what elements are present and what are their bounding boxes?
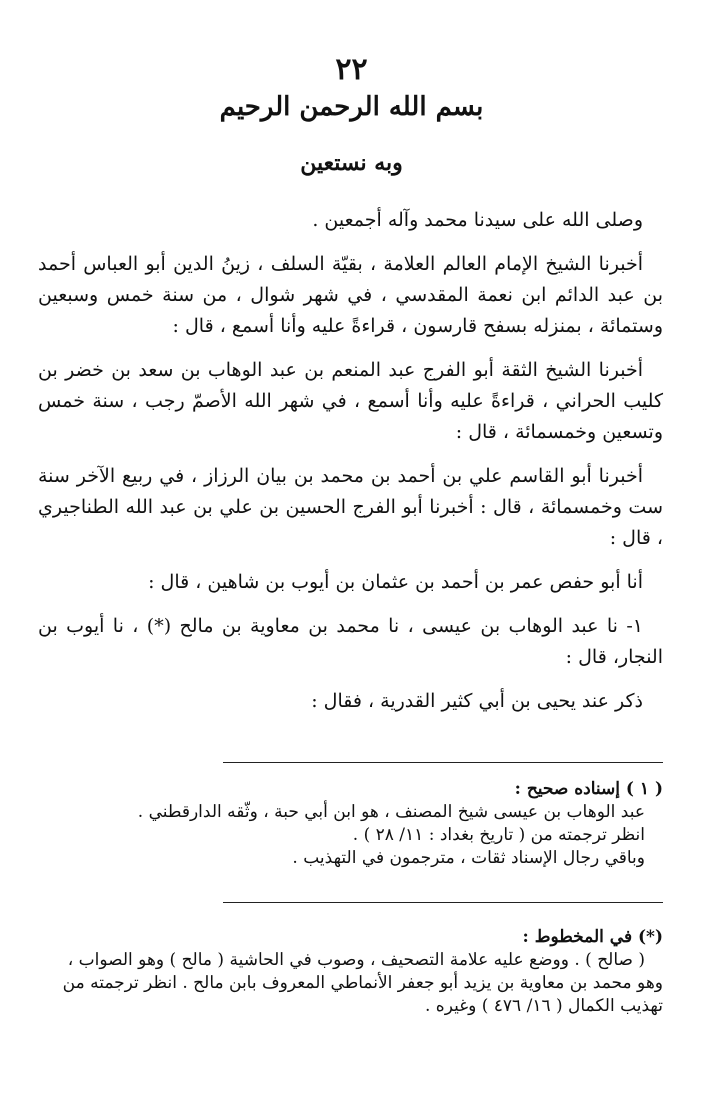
main-text <box>38 205 663 730</box>
footnote-title: ( ١ ) إسناده صحيح : <box>514 779 663 799</box>
hadith-isnad: ١- نا عبد الوهاب بن عيسى ، نا محمد بن معاوية بن مالح (*) ، نا أيوب بن النجار، قال : <box>38 615 663 668</box>
paragraph: ذكر عند يحيى بن أبي كثير القدرية ، فقال : <box>311 690 643 712</box>
footnote-line: عبد الوهاب بن عيسى شيخ المصنف ، هو ابن أبي حبة ، وثّقه الدارقطني . <box>137 802 645 822</box>
paragraph: أخبرنا الشيخ الإمام العالم العلامة ، بقيّة السلف ، زينُ الدين أبو العباس أحمد بن عبد الدائم ابن نعمة المقدسي ، في شهر شوال ، من سنة خمس وسبعين وستمائة ، بمنزله بسفح قارسون ، قراءةً عليه وأنا أسمع ، قال : <box>38 253 663 337</box>
footnote-line: وباقي رجال الإسناد ثقات ، مترجمون في التهذيب . <box>292 848 645 868</box>
paragraph: أنا أبو حفص عمر بن أحمد بن عثمان بن أيوب بن شاهين ، قال : <box>148 571 643 593</box>
page-number: ٢٢ <box>335 52 368 87</box>
paragraph: أخبرنا أبو القاسم علي بن أحمد بن محمد بن بيان الرزاز ، في ربيع الآخر سنة ست وخمسمائة ، قال : أخبرنا أبو الفرج الحسين بن علي بن عبد الله الطناجيري ، قال : <box>38 465 663 549</box>
footnote-divider <box>223 902 663 903</box>
subheading: وبه نستعين <box>300 150 403 176</box>
footnote-line: انظر ترجمته من ( تاريخ بغداد : ١١/ ٢٨ ) . <box>352 825 645 845</box>
footnote-2 <box>38 926 663 1018</box>
footnote-title: (*) في المخطوط : <box>522 927 663 947</box>
basmala-heading: بسم الله الرحمن الرحيم <box>219 92 484 122</box>
footnote-text: ( صالح ) . ووضع عليه علامة التصحيف ، وصوب في الحاشية ( مالح ) وهو الصواب ، وهو محمد بن معاوية بن يزيد أبو جعفر الأنماطي المعروف بابن مالح . انظر ترجمته من تهذيب الكمال ( ١٦/ ٤٧٦ ) وغيره . <box>62 950 663 1016</box>
footnote-1 <box>38 778 663 870</box>
paragraph: وصلى الله على سيدنا محمد وآله أجمعين . <box>312 209 643 231</box>
footnote-divider <box>223 762 663 763</box>
paragraph: أخبرنا الشيخ الثقة أبو الفرج عبد المنعم بن عبد الوهاب بن سعد بن خضر بن كليب الحراني ، قراءةً عليه وأنا أسمع ، في شهر الله الأصمّ رجب ، سنة خمس وتسعين وخمسمائة ، قال : <box>38 359 663 443</box>
